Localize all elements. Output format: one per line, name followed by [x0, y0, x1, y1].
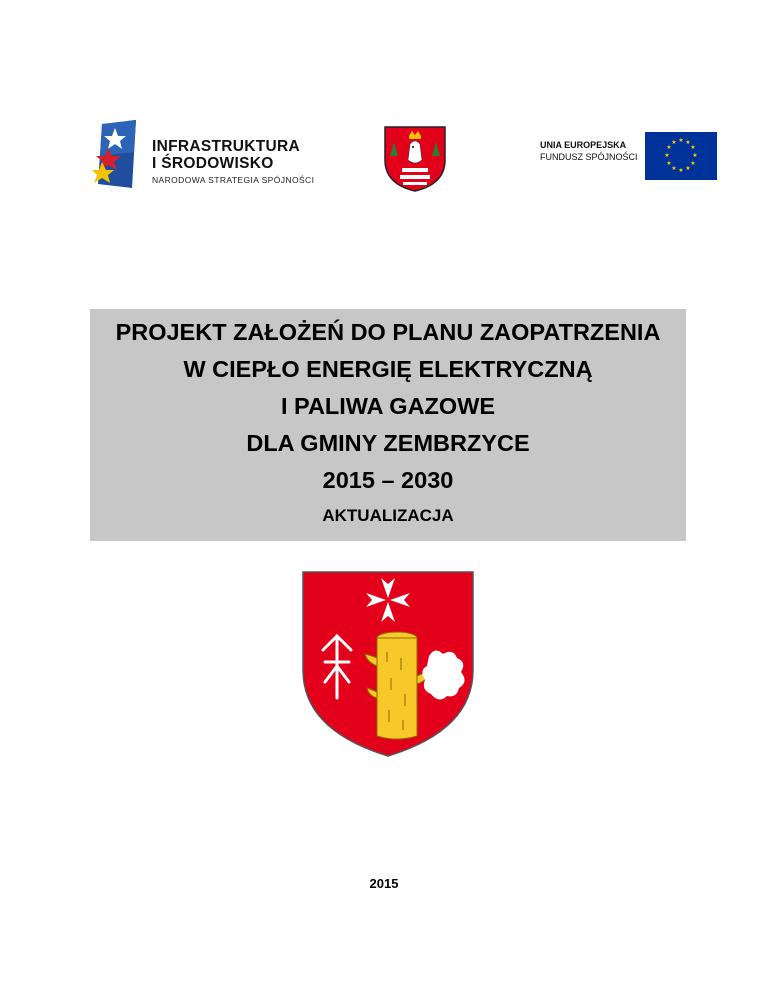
- document-subtitle: AKTUALIZACJA: [322, 506, 454, 525]
- infrastruktura-wordmark: [152, 138, 314, 187]
- title-line-3: I PALIWA GAZOWE: [280, 393, 496, 419]
- svg-text:★: ★: [671, 165, 677, 172]
- zembrzyce-coat-of-arms-icon: [301, 570, 475, 758]
- title-line-4: DLA GMINY ZEMBRZYCE: [246, 430, 530, 456]
- infrastruktura-logo: [92, 118, 328, 192]
- title-line-1: PROJEKT ZAŁOŻEŃ DO PLANU ZAOPATRZENIA: [115, 319, 661, 345]
- title-line-years: 2015 – 2030: [322, 467, 454, 493]
- svg-text:★: ★: [690, 144, 696, 151]
- eu-flag-icon: [645, 132, 717, 180]
- svg-text:★: ★: [664, 152, 670, 159]
- svg-text:★: ★: [666, 144, 672, 151]
- svg-text:★: ★: [678, 137, 684, 144]
- infra-logo-line1: INFRASTRUKTURA: [152, 138, 300, 155]
- svg-text:★: ★: [666, 160, 672, 167]
- malopolska-coat-of-arms-icon: [384, 126, 446, 192]
- publication-year: 2015: [369, 876, 399, 891]
- eu-logo-line1: UNIA EUROPEJSKA: [540, 140, 627, 150]
- document-title: [90, 309, 686, 499]
- svg-text:★: ★: [678, 167, 684, 174]
- infra-logo-line2: I ŚRODOWISKO: [152, 155, 274, 172]
- svg-text:★: ★: [692, 152, 698, 159]
- svg-text:★: ★: [685, 139, 691, 146]
- nss-star-emblem-icon: [92, 118, 140, 192]
- svg-text:★: ★: [685, 165, 691, 172]
- eu-logo-line2: FUNDUSZ SPÓJNOŚCI: [540, 152, 638, 162]
- eu-cohesion-fund-logo: [540, 132, 718, 180]
- document-title-box: [90, 309, 686, 541]
- infra-logo-line3: NARODOWA STRATEGIA SPÓJNOŚCI: [152, 175, 315, 185]
- svg-text:★: ★: [690, 160, 696, 167]
- svg-text:★: ★: [671, 139, 677, 146]
- title-line-2: W CIEPŁO ENERGIĘ ELEKTRYCZNĄ: [183, 356, 593, 382]
- eu-wordmark: [540, 139, 638, 163]
